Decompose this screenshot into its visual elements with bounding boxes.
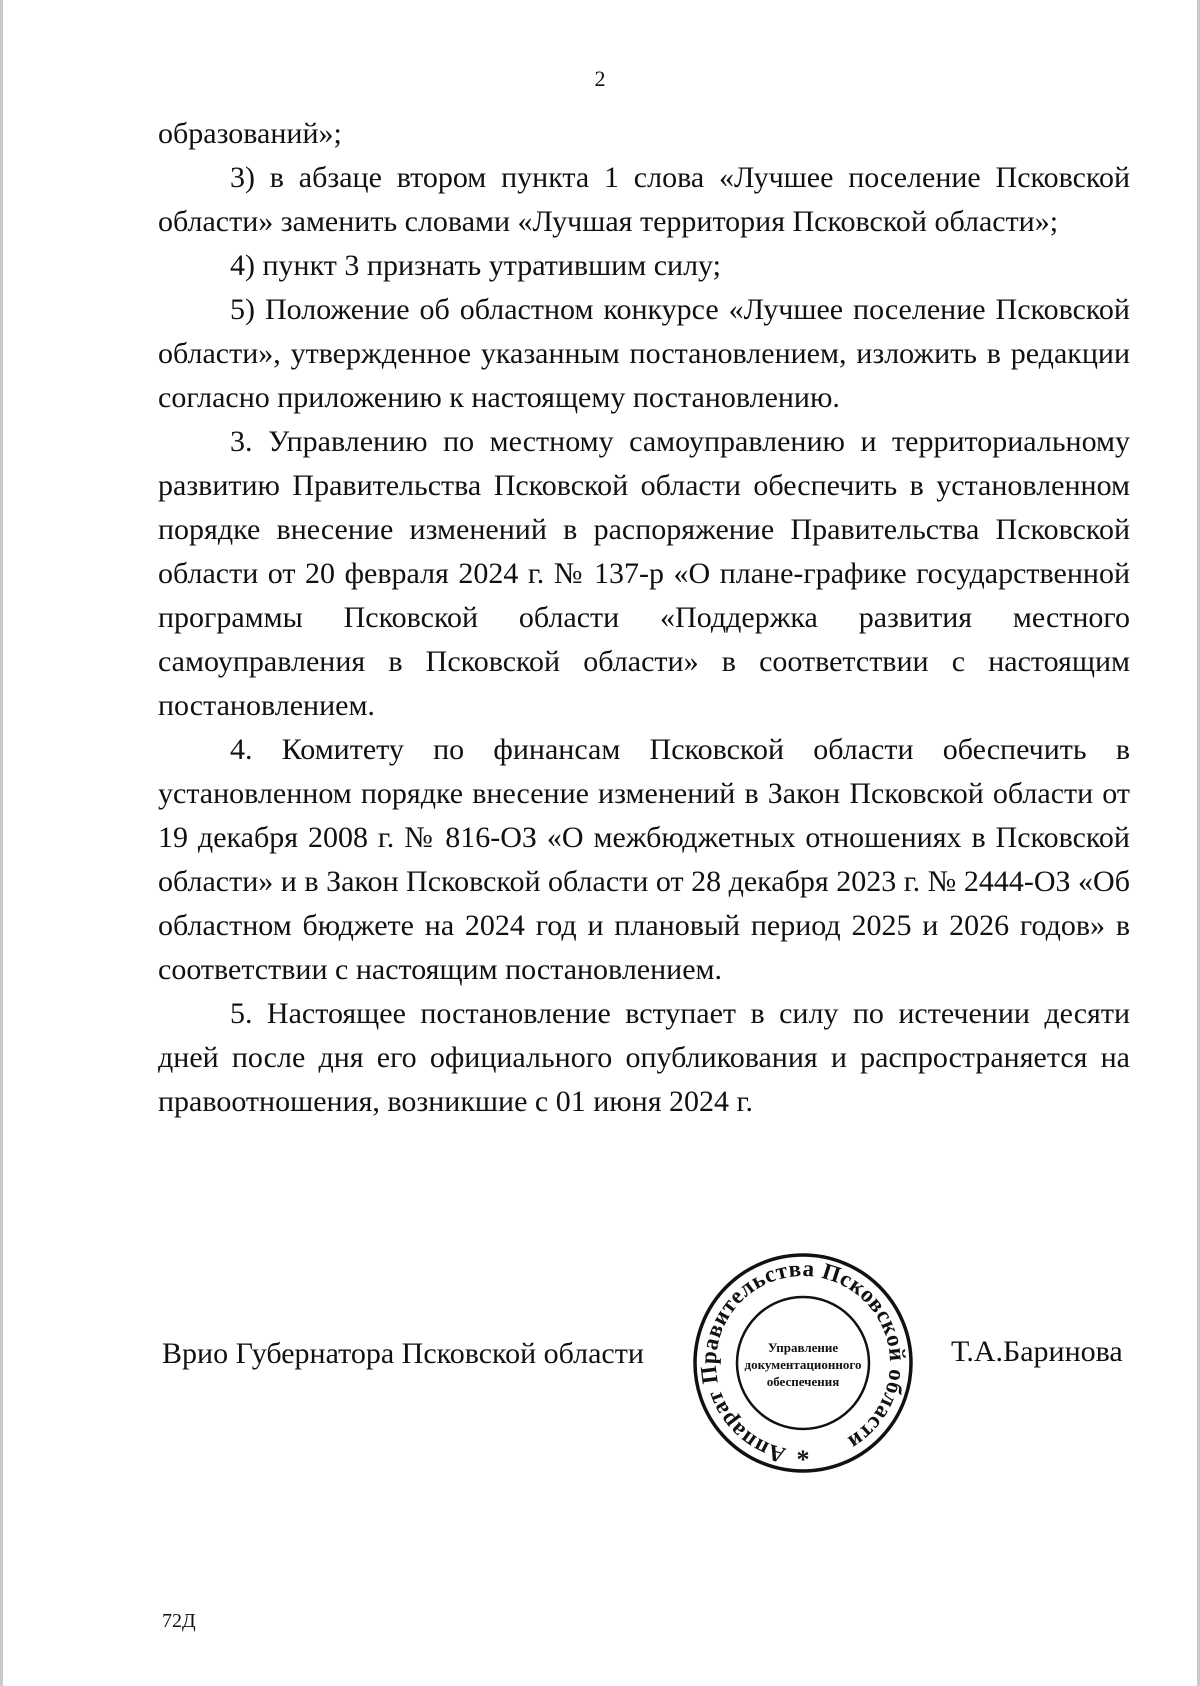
seal-inner-line-2: документационного — [744, 1357, 862, 1372]
paragraph-point-4: 4. Комитету по финансам Псковской области обеспечить в установленном порядке внесение изменений в Закон Псковской области от 19 декабря 2008 г. № 816-ОЗ «О межбюджетных отношениях в Псковской области» и в Закон Псковской области от 28 декабря 2023 г. № 2444-ОЗ «Об областном бюджете на 2024 год и плановый период 2025 и 2026 годов» в соответствии с настоящим постановлением. — [158, 733, 1130, 986]
paragraph-item-5: 5) Положение об областном конкурсе «Лучшее поселение Псковской области», утвержденное указанным постановлением, изложить в редакции согласно приложению к настоящему постановлению. — [158, 293, 1130, 414]
seal-star-icon: * — [796, 1445, 810, 1474]
paragraph-item-3: 3) в абзаце втором пункта 1 слова «Лучшее поселение Псковской области» заменить словами «Лучшая территория Псковской области»; — [158, 161, 1130, 238]
paragraph-item-4: 4) пункт 3 признать утратившим силу; — [230, 249, 722, 282]
signature-name: Т.А.Баринова — [951, 1335, 1123, 1368]
document-code: 72Д — [162, 1610, 196, 1632]
paragraph-point-3: 3. Управлению по местному самоуправлению и территориальному развитию Правительства Псковской области обеспечить в установленном порядке внесение изменений в распоряжение Правительства Псковской области от 20 февраля 2024 г. № 137-р «О плане-графике государственной программы Псковской области «Поддержка развития местного самоуправления в Псковской области» в соответствии с настоящим постановлением. — [158, 425, 1130, 722]
paragraph-point-5: 5. Настоящее постановление вступает в силу по истечении десяти дней после дня его официального опубликования и распространяется на правоотношения, возникшие с 01 июня 2024 г. — [158, 997, 1130, 1118]
page-number: 2 — [594, 66, 606, 91]
seal-inner-line-1: Управление — [767, 1340, 839, 1355]
scan-edge-left — [0, 0, 3, 1686]
document-body — [158, 112, 1130, 1124]
seal-inner-line-3: обеспечения — [766, 1374, 840, 1389]
paragraph-continuation: образований»; — [158, 117, 342, 150]
signature-title: Врио Губернатора Псковской области — [162, 1337, 644, 1370]
official-seal-stamp — [690, 1250, 916, 1476]
seal-outer-text: Аппарат Правительства Псковской области — [695, 1255, 911, 1469]
